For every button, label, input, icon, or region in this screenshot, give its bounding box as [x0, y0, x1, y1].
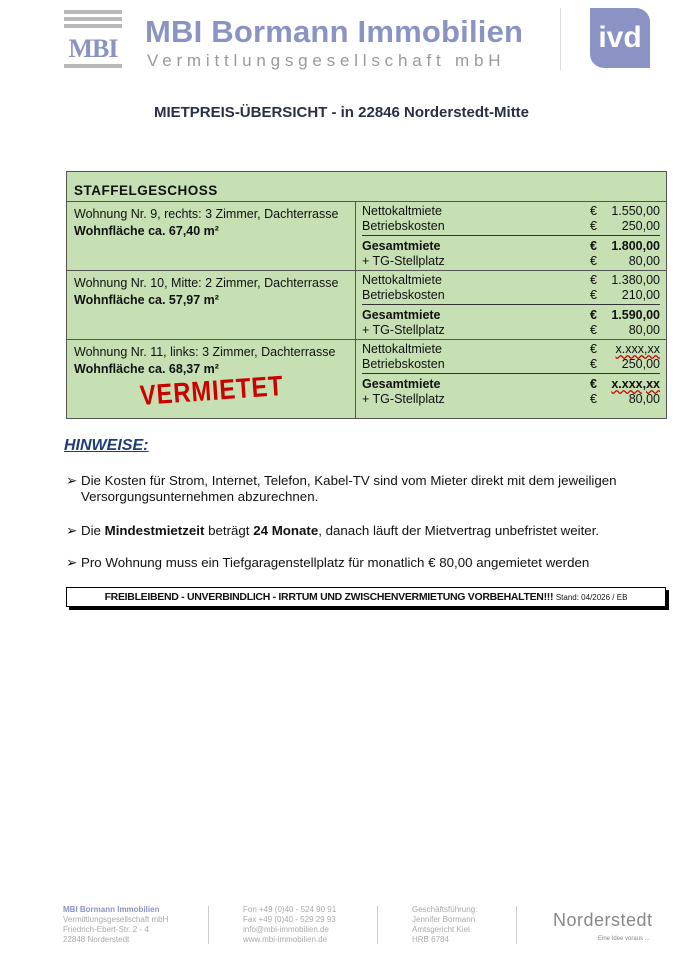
rented-stamp: VERMIETET: [138, 370, 285, 411]
note-2: ➢ Die Mindestmietzeit beträgt 24 Monate, danach läuft der Mietvertrag unbefristet weiter.: [66, 523, 600, 538]
price-parking: + TG-Stellplatz € 80,00: [362, 392, 660, 406]
unit-area: Wohnfläche ca. 67,40 m²: [74, 224, 219, 238]
unit-prices: [356, 202, 667, 271]
unit-prices: [356, 271, 667, 340]
price-net: Nettokaltmiete € x.xxx,xx: [362, 342, 660, 356]
unit-prices: [356, 340, 667, 419]
unit-description: [67, 202, 356, 271]
price-costs: Betriebskosten € 210,00: [362, 288, 660, 305]
footer-contact: Fon +49 (0)40 - 524 90 91 Fax +49 (0)40 - 529 29 93 info@mbi-immobilien.de www.mbi-immobilien.de: [243, 905, 337, 944]
note-3: ➢ Pro Wohnung muss ein Tiefgaragenstellplatz für monatlich € 80,00 angemietet werden: [66, 555, 590, 570]
price-net: Nettokaltmiete € 1.380,00: [362, 273, 660, 287]
page-title: MIETPREIS-ÜBERSICHT - in 22846 Norderstedt-Mitte: [153, 104, 530, 121]
footer-management: Geschäftsführung: Jennifer Bormann Amtsgericht Kiel HRB 6784: [412, 905, 478, 944]
norderstedt-logo: Norderstedt: [553, 910, 653, 930]
unit-area: Wohnfläche ca. 57,97 m²: [74, 293, 219, 307]
price-parking: + TG-Stellplatz € 80,00: [362, 323, 660, 337]
unit-area: Wohnfläche ca. 68,37 m²: [74, 362, 219, 376]
note-1: ➢ Die Kosten für Strom, Internet, Telefon, Kabel-TV sind vom Mieter direkt mit dem jeweiligen Versorgungsunternehmen abzurechnen.: [66, 473, 617, 504]
mbi-logo: MBI: [64, 10, 122, 68]
unit-description: [67, 271, 356, 340]
unit-title: Wohnung Nr. 10, Mitte: 2 Zimmer, Dachterrasse: [74, 276, 339, 290]
footer-company: MBI Bormann Immobilien Vermittlungsgesellschaft mbH Friedrich-Ebert-Str. 2 - 4 22848 Norderstedt: [63, 905, 169, 944]
disclaimer-box: FREIBLEIBEND - UNVERBINDLICH - IRRTUM UND ZWISCHENVERMIETUNG VORBEHALTEN!!! Stand: 04/2026 / EB: [66, 587, 666, 607]
norderstedt-slogan: Eine Idee voraus ...: [598, 936, 650, 942]
section-title: STAFFELGESCHOSS: [67, 172, 667, 202]
price-costs: Betriebskosten € 250,00: [362, 219, 660, 236]
ivd-logo: ivd: [590, 8, 650, 68]
table-row: [67, 271, 667, 340]
table-row: [67, 202, 667, 271]
price-parking: + TG-Stellplatz € 80,00: [362, 254, 660, 268]
price-total: Gesamtmiete € 1.590,00: [362, 308, 660, 322]
divider: [560, 8, 561, 70]
company-subtitle: Vermittlungsgesellschaft mbH: [147, 51, 506, 70]
notes-heading: HINWEISE:: [64, 437, 149, 454]
unit-title: Wohnung Nr. 11, links: 3 Zimmer, Dachterrasse: [74, 345, 336, 359]
unit-title: Wohnung Nr. 9, rechts: 3 Zimmer, Dachterrasse: [74, 207, 339, 221]
company-name: MBI Bormann Immobilien: [145, 14, 524, 49]
price-net: Nettokaltmiete € 1.550,00: [362, 204, 660, 218]
price-costs: Betriebskosten € 250,00: [362, 357, 660, 374]
price-total: Gesamtmiete € 1.800,00: [362, 239, 660, 253]
price-total: Gesamtmiete € x.xxx,xx: [362, 377, 660, 391]
